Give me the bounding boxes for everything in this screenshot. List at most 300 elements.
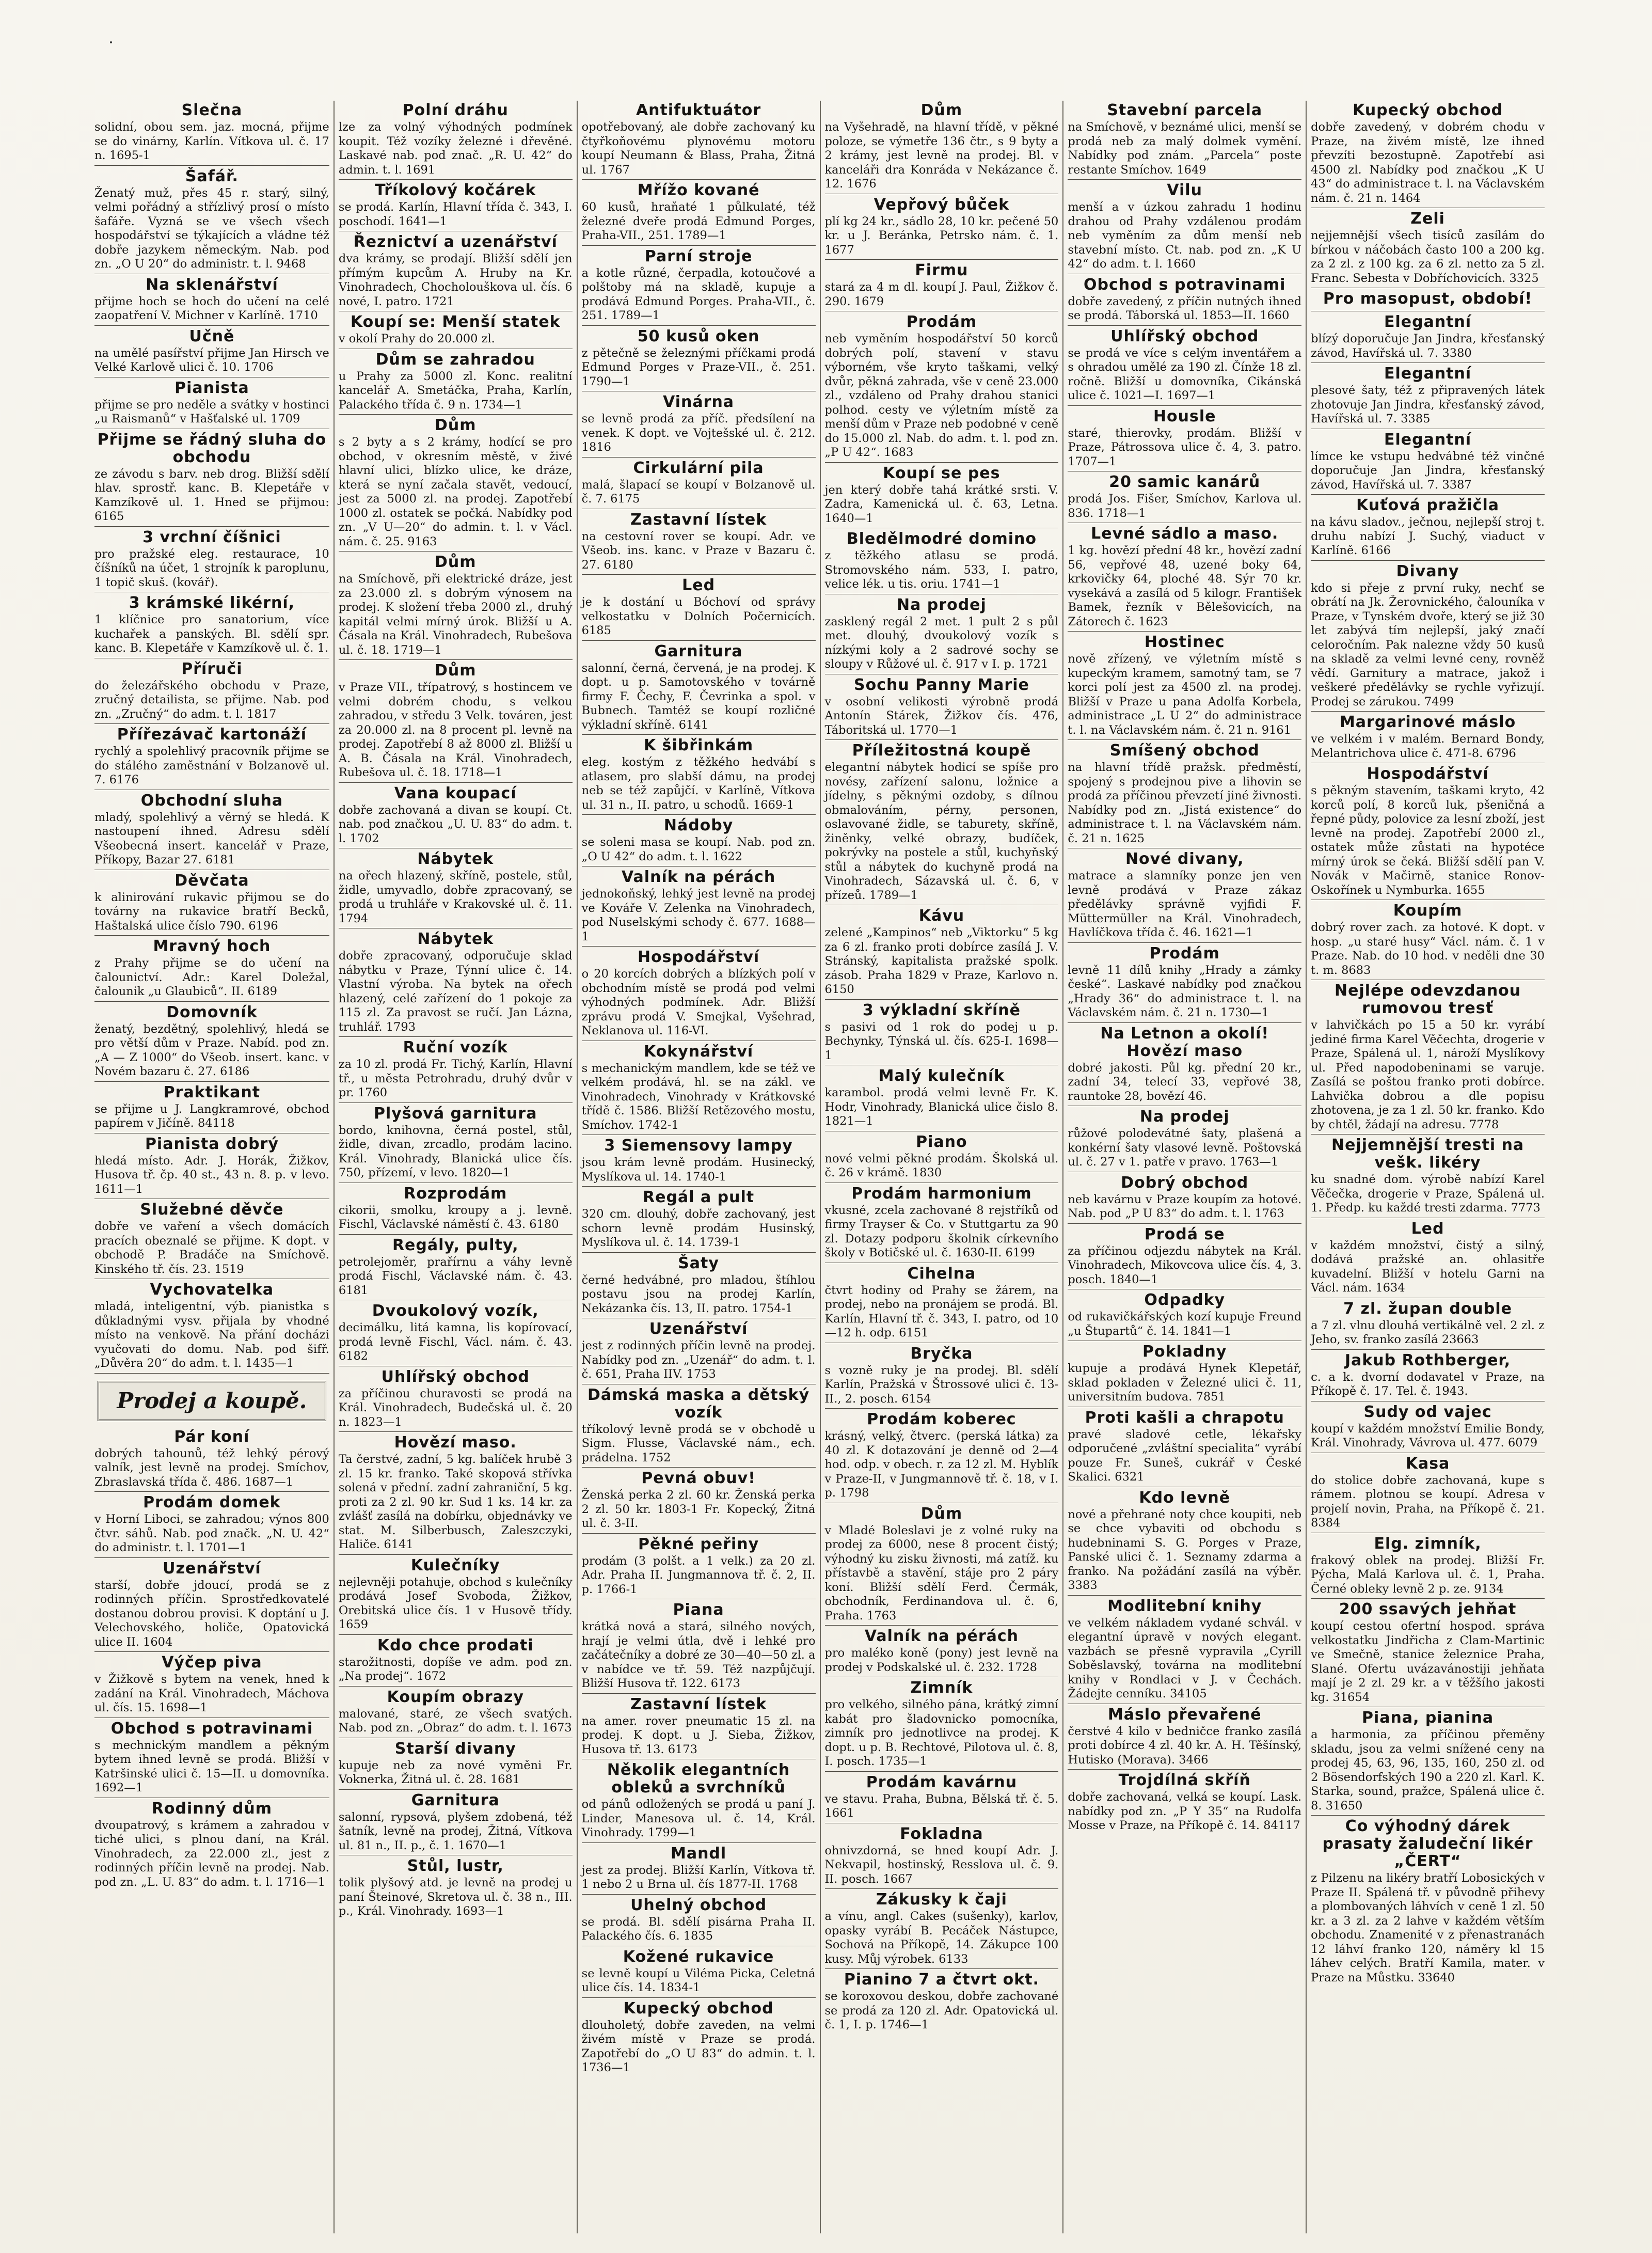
classified-ad: [94, 660, 329, 724]
ad-body: dobře ve vaření a všech domácích pracích obeznalé se přijme. K dopt. v obchodě P. Bradáče na Smíchově. Kinského tř. čís. 23. 1519: [94, 1220, 329, 1276]
ad-headline: Co výhodný dárek prasaty žaludeční likér „ČERT“: [1322, 1817, 1533, 1870]
ad-body: dobrých tahounů, též lehký pérový valník, jest levně na prodej. Smíchov, Zbraslavská třída č. 486. 1687—1: [94, 1446, 329, 1489]
ad-body: malované, staré, ze všech svatých. Nab. pod zn. „Obraz“ do adm. t. l. 1673: [338, 1707, 573, 1735]
ad-body: dlouholetý, dobře zaveden, na velmi živém místě v Praze se prodá. Zapotřebí do „O U 83“ do admin. t. l. 1736—1: [581, 2018, 816, 2074]
ad-headline: Fokladna: [900, 1824, 983, 1843]
classified-ad: [582, 1948, 816, 1998]
ad-body: přijme se pro neděle a svátky v hostinci „u Raismanů“ v Hašťalské ul. 1709: [94, 398, 329, 426]
ad-body: dobrý rover zach. za hotové. K dopt. v hosp. „u staré husy“ Václ. nám. č. 1 v Praze. Nab. do 10 hod. v neděli dne 30 t. m. 8683: [1311, 921, 1545, 977]
ad-body: frakový oblek na prodej. Bližší Fr. Pýcha, Malá Karlova ul. č. 1, Praha. Černé obleky levně 2 p. ze. 9134: [1311, 1553, 1545, 1596]
ad-body: dvoupatrový, s krámem a zahradou v tiché ulici, s plnou daní, na Král. Vinohradech, za 22.000 zl., jest z rodinných příčin levně na prodej. Nab. pod zn. „L. U. 83“ do adm. t. l. 1716—1: [94, 1818, 329, 1889]
classified-ad: [339, 102, 573, 180]
ad-headline: Mravný hoch: [153, 937, 271, 955]
classified-ad: [825, 1411, 1059, 1503]
ad-headline: Mřížo kované: [637, 181, 760, 199]
ad-headline: Obchod s potravinami: [110, 1719, 313, 1738]
ad-headline: Trojdílná skříň: [1118, 1771, 1251, 1789]
classified-ad: [1068, 1772, 1301, 1835]
classified-ad: [1068, 1343, 1301, 1407]
ad-body: ku snadné dom. výrobě nabízí Karel Věčečka, drogerie v Praze, Spálená ul. 1. Předp. ku každé tresti zdarma. 7773: [1311, 1173, 1545, 1215]
ad-headline: Koupím: [1393, 902, 1463, 920]
classified-ad: [339, 1689, 573, 1738]
ad-headline: Piana: [673, 1601, 724, 1619]
classified-ad: [94, 380, 329, 429]
classified-ad: [825, 1825, 1059, 1889]
ad-body: na ořech hlazený, skříně, postele, stůl, židle, umyvadlo, dobře zpracovaný, se prodá u truhláře v Krakovské ul. č. 11. 1794: [338, 869, 573, 925]
ad-headline: Zastavní lístek: [630, 510, 767, 529]
ad-body: lze za volný výhodných podmínek koupit. Též vozíky železné i dřevěné. Laskavé nab. pod znač. „R. U. 42“ do admin. t. l. 1691: [338, 120, 573, 177]
ad-body: menší a v úzkou zahradu 1 hodinu drahou od Prahy vzdálenou prodám neb vyměním za dům menší neb stavební místo. Ct. nab. pod zn. „K U 42“ do adm. t. l. 1660: [1068, 200, 1302, 271]
ad-body: se prodá. Karlín, Hlavní třída č. 343, I. poschodí. 1641—1: [338, 200, 573, 228]
ad-body: pro pražské eleg. restaurace, 10 číšníků na účet, 1 strojník k paroplunu, 1 topič skuš. (kovář).: [94, 547, 329, 589]
ad-body: na amer. rover pneumatic 15 zl. na prodej. K dopt. u J. Sieba, Žižkov, Husova tř. 13. 6173: [581, 1714, 816, 1756]
ad-body: do stolice dobře zachovaná, kupe s rámem. plotnou se koupí. Adresa v projelí novin, Praha, na Příkopě č. 21. 8384: [1311, 1473, 1545, 1530]
ad-headline: Na prodej: [1139, 1108, 1230, 1126]
ad-headline: Uhlířský obchod: [1110, 327, 1259, 345]
ad-body: opotřebovaný, ale dobře zachovaný ku čtyřkoňovému plynovému motoru koupí Neumann & Blass, Praha, Žitná ul. 1767: [581, 120, 816, 177]
ad-headline: Vychovatelka: [150, 1281, 274, 1299]
ad-body: jest za prodej. Bližší Karlín, Vítkova tř. 1 nebo 2 u Brna ul. čís 1877-II. 1768: [581, 1863, 816, 1891]
classified-ad: [1068, 1291, 1301, 1341]
ad-headline: Pro masopust, období!: [1323, 290, 1533, 308]
classified-ad: [825, 596, 1059, 674]
ad-headline: Stůl, lustr,: [407, 1857, 504, 1875]
classified-ad: [582, 1845, 816, 1895]
ad-body: čerstvé 4 kilo v bedničce franko zasílá proti dobírce 4 zl. 40 kr. A. H. Těšínský, Hutisko (Morava). 3466: [1068, 1724, 1302, 1767]
ad-body: cikorii, smolku, kroupy a j. levně. Fischl, Václavské náměstí č. 43. 6180: [338, 1203, 573, 1231]
ad-body: a vínu, angl. Cakes (sušenky), karlov, opasky vyrábí B. Pecáček Nástupce, Sochová na Příkopě, 14. Zákupce 100 kusy. Můj výrobek. 6133: [824, 1910, 1059, 1966]
ad-headline: Margarinové máslo: [1339, 713, 1516, 731]
classified-ad: [339, 554, 573, 660]
ad-body: dobře zachovaná, velká se koupí. Lask. nabídky pod zn. „P Y 35“ na Rudolfa Mosse v Praze, na Příkopě č. 14. 84117: [1068, 1790, 1302, 1832]
ad-body: matrace a slamníky ponze jen ven levně prodává v Praze zákaz předělávky správně vyjfidi F. Müttermüller na Král. Vinohradech, Havlíčkova třída č. 46. 1621—1: [1068, 869, 1302, 939]
classified-ad: [339, 1557, 573, 1635]
ad-headline: Elg. zimník,: [1374, 1534, 1482, 1553]
ad-body: hledá místo. Adr. J. Horák, Žižkov, Husova tř. čp. 40 st., 43 n. 8. p. v levo. 1611—1: [94, 1154, 329, 1196]
classified-ad: [1068, 1706, 1301, 1770]
classified-columns: [90, 101, 1549, 2233]
ad-headline: 3 krámské likérní,: [129, 594, 295, 612]
ad-body: s 2 byty a s 2 krámy, hodící se pro obchod, v okresním městě, v živé hlavní ulici, blízko ulice, ke dráze, která se nyní začala stavět, vedoucí, jest za 5000 zl. na prodej. Zapotřebí 1000 zl. ostatek se počká. Nabídky pod zn. „V U—20“ do admin. t. l. v Václ. nám. č. 25. 9163: [338, 435, 573, 548]
ad-headline: Pianista: [174, 379, 249, 397]
ad-headline: 50 kusů oken: [637, 327, 760, 345]
classified-ad: [94, 1136, 329, 1200]
ad-headline: Dům: [920, 101, 963, 119]
classified-ad: [94, 102, 329, 166]
ad-body: z pětečně se železnými příčkami prodá Edmund Porges v Praze-VII., č. 251. 1790—1: [581, 346, 816, 388]
ad-headline: Dům: [434, 416, 476, 434]
ad-body: na Smíchově, při elektrické dráze, jest za 23.000 zl. s dobrým výnosem na prodej. K složení třeba 2000 zl., druhý kapitál velmi mírný úrok. Bližší u A. Čásala na Král. Vinohradech, Rubešova ul. č. 18. 1719—1: [338, 572, 573, 657]
classified-ad: [582, 1320, 816, 1384]
ad-body: vkusné, zcela zachované 8 rejstříků od firmy Trayser & Co. v Stuttgartu za 90 zl. Dotazy podporu školnik církevního školy v Botičské ul. č. 1630-II. 6199: [824, 1203, 1059, 1259]
classified-ad: [825, 465, 1059, 529]
ad-headline: Obchodní sluha: [140, 791, 283, 810]
ad-headline: Smíšený obchod: [1109, 742, 1260, 760]
ad-body: černé hedvábné, pro mladou, štíhlou postavu jsou na prodej Karlín, Nekázanka čís. 13, II. patro. 1754-1: [581, 1273, 816, 1315]
ad-body: na Smíchově, v beznámé ulici, menší se prodá neb za malý dolmek vymění. Nabídky pod znám. „Parcela“ poste restante Smíchov. 1649: [1068, 120, 1302, 177]
ad-headline: Rozprodám: [404, 1184, 507, 1203]
ad-body: z těžkého atlasu se prodá. Stromovského nám. 533, I. patro, velice lék. u tis. oriu. 1741—1: [824, 549, 1059, 591]
classified-ad: [825, 313, 1059, 463]
ad-body: nové velmi pěkné prodám. Školská ul. č. 26 v krámě. 1830: [824, 1152, 1059, 1179]
ad-headline: Dům: [434, 661, 476, 680]
ad-headline: Koupí se: Menší statek: [350, 313, 561, 331]
classified-ad: [339, 1185, 573, 1235]
ad-body: koupí cestou ofertní hospod. správa velkostatku Jindřicha z Clam-Martinic ve Smečně, stanice železnice Praha, Slané. Ofertu uvázavánostiji jehňata mají je 2 zl. 29 kr. a v těžšího jakosti kg. 31654: [1311, 1619, 1545, 1704]
ad-body: zelené „Kampinos“ neb „Viktorku“ 5 kg za 6 zl. franko proti dobírce zasílá J. V. Stránský, kapitalista pražské spolk. zásob. Praha 1829 v Praze, Karlovo n. 6150: [824, 926, 1059, 996]
classified-ad: [1311, 1535, 1545, 1599]
classified-ad: [1311, 431, 1545, 495]
ad-body: dobře zavedený, z příčin nutných ihned se prodá. Táborská ul. 1853—II. 1660: [1068, 294, 1302, 322]
ad-headline: Prodám kavárnu: [866, 1773, 1018, 1791]
ad-body: do železářského obchodu v Praze, zručný detailista, se přijme. Nab. pod zn. „Zručný“ do adm. t. l. 1817: [94, 679, 329, 721]
ad-headline: 3 vrchní číšnici: [142, 528, 281, 546]
ad-headline: 3 výkladní skříně: [862, 1001, 1021, 1019]
classified-ad: [1311, 313, 1545, 363]
ad-body: malá, šlapací se koupí v Bolzanově ul. č. 7. 6175: [581, 478, 816, 506]
ad-headline: Ruční vozík: [403, 1038, 508, 1057]
classified-ad: [339, 313, 573, 349]
ad-headline: Polní dráhu: [402, 101, 509, 119]
section-heading-box: Prodej a koupě.: [98, 1381, 326, 1421]
classified-ad: [339, 1434, 573, 1555]
ad-headline: Elegantní: [1384, 365, 1472, 383]
classified-ad: [94, 168, 329, 274]
ad-headline: Nejlépe odevzdanou rumovou tresť: [1335, 982, 1521, 1017]
column-1: [90, 101, 333, 2233]
classified-ad: [1068, 1409, 1301, 1487]
ad-body: karambol. prodá velmi levně Fr. K. Hodr, Vinohrady, Blanická ulice čislo 8. 1821—1: [824, 1086, 1059, 1128]
ad-headline: Na Letnon a okolí! Hovězí maso: [1100, 1024, 1269, 1060]
ad-body: plí kg 24 kr., sádlo 28, 10 kr. pečené 50 kr. u J. Beránka, Petrsko nám. č. 1. 1677: [824, 214, 1059, 257]
ad-headline: Kuťová pražičla: [1356, 496, 1499, 514]
ad-body: v okolí Prahy do 20.000 zl.: [338, 332, 495, 345]
classified-ad: [582, 1255, 816, 1319]
classified-ad: [582, 1601, 816, 1694]
classified-ad: [94, 726, 329, 790]
classified-ad: [582, 102, 816, 180]
classified-ad: [1311, 210, 1545, 288]
ad-body: mladý, spolehlivý a věrný se hledá. K nastoupení ihned. Adresu sdělí Všeobecná insert. kancelář v Praze, Příkopy, Bazar 27. 6181: [94, 810, 329, 866]
ad-headline: Kupecký obchod: [1353, 101, 1503, 119]
ad-body: solidní, obou sem. jaz. mocná, přijme se do vinárny, Karlín. Vítkova ul. č. 17 n. 1695-1: [94, 120, 329, 162]
ad-body: neb kavárnu v Praze koupím za hotové. Nab. pod „P U 83“ do adm. t. l. 1763: [1068, 1192, 1302, 1220]
ad-headline: Rodinný dům: [151, 1799, 273, 1818]
classified-ad: [1068, 182, 1301, 274]
classified-ad: [94, 529, 329, 593]
classified-ad: [582, 737, 816, 815]
ad-headline: Pokladny: [1142, 1343, 1227, 1361]
ad-headline: Zeli: [1410, 210, 1445, 228]
ad-body: o 20 korcích dobrých a blízkých polí v obchodním místě se prodá pod velmi výhodných podmínek. Adr. Bližší zprávu prodá V. Smejkal, Vyšehrad, Neklanova ul. 116-VI.: [581, 967, 816, 1037]
ad-headline: Kokynářství: [643, 1042, 754, 1061]
ad-headline: Dvoukolový vozík,: [372, 1302, 539, 1320]
ad-headline: Led: [1411, 1219, 1444, 1238]
ad-body: pro maléko koně (pony) jest levně na prodej v Podskalské ul. č. 232. 1728: [824, 1646, 1059, 1674]
ad-headline: Divany: [1396, 562, 1459, 580]
classified-ad: [94, 1720, 329, 1798]
classified-ad: [339, 1039, 573, 1103]
classified-ad: [1311, 1601, 1545, 1707]
classified-ad: [94, 1560, 329, 1652]
ad-body: se soleni masa se koupí. Nab. pod zn. „O U 42“ do adm. t. l. 1622: [581, 836, 816, 863]
classified-ad: [582, 393, 816, 458]
classified-ad: [339, 1237, 573, 1301]
ad-headline: Služebné děvče: [140, 1201, 284, 1219]
classified-ad: [1311, 1137, 1545, 1218]
ad-headline: Pěkné peřiny: [638, 1535, 759, 1553]
ad-headline: Řeznictví a uzenářství: [353, 233, 558, 251]
classified-ad: [582, 1696, 816, 1760]
ad-body: jen který dobře tahá krátké srsti. V. Zadra, Kamenická ul. č. 63, Letna. 1640—1: [824, 483, 1059, 525]
ad-body: staré, thierovky, prodám. Bližší v Praze, Pátrossova ulice č. 4, 3. patro. 1707—1: [1068, 426, 1302, 468]
classified-ad: [94, 872, 329, 936]
ad-body: 60 kusů, hraňaté 1 půlkulaté, též železné dveře prodá Edmund Porges, Praha-VII., 251. 1789—1: [581, 200, 816, 242]
classified-ad: [1311, 982, 1545, 1135]
ad-body: v osobní velikosti výrobně prodá Antonín Stárek, Žižkov čís. 476, Táboritská ul. 1770—1: [824, 695, 1059, 737]
ad-headline: Koupí se pes: [883, 464, 1000, 482]
ad-body: decimálku, litá kamna, lis kopírovací, prodá levně Fischl, Václ. nám. č. 43. 6182: [338, 1321, 573, 1363]
classified-ad: [825, 1891, 1059, 1969]
classified-ad: [339, 182, 573, 231]
classified-ad: [582, 1897, 816, 1946]
ad-headline: Piana, pianina: [1361, 1709, 1494, 1727]
ad-headline: Pevná obuv!: [641, 1469, 756, 1487]
ad-headline: Koupím obrazy: [387, 1688, 524, 1706]
ad-body: krásný, velký, čtverc. (perská látka) za 40 zl. K dotazování je denně od 2—4 hod. odp. v obech. r. za 12 zl. M. Hyblík v Praze-II, v Jungmannově tř. č. 18, v I. p. 1798: [824, 1429, 1059, 1500]
ad-body: s mechanickým mandlem, kde se též ve velkém prodává, hl. se na zákl. ve Vinohradech, Vinohrady v Krátkovské třídě č. 1586. Bližší Retězového mostu, Smíchov. 1742-1: [581, 1061, 816, 1132]
ad-body: ve stavu. Praha, Bubna, Bělská tř. č. 5. 1661: [824, 1792, 1059, 1820]
classified-ad: [339, 662, 573, 783]
ad-headline: Elegantní: [1384, 430, 1472, 449]
classified-ad: [582, 1137, 816, 1187]
ad-body: mladá, inteligentní, výb. pianistka s důkladnými vysv. přijala by vhodné místo na venkově. Na přání docházi vyučovati do domu. Nab. pod šifř. „Důvěra 20“ do adm. t. l. 1435—1: [94, 1300, 329, 1370]
print-speck: [110, 41, 112, 43]
ad-body: bordo, knihovna, černá postel, stůl, židle, divan, zrcadlo, prodám lacino. Král. Vinohrady, Blanická ulice čís. 750, přízemí, v levo. 1820—1: [338, 1123, 573, 1179]
classified-ad: [582, 817, 816, 866]
ad-body: stará za 4 m dl. koupí J. Paul, Žižkov č. 290. 1679: [824, 280, 1059, 308]
classified-ad: [339, 850, 573, 928]
ad-body: krátká nová a stará, silného nových, hrají je velmi útla, dvě i lehké pro začátečníky a dobré ze 30—40—50 zl. a v nabídce ve tř. 59. Též nazpůjčují. Bližší Husova tř. 122. 6173: [581, 1620, 816, 1690]
ad-headline: Odpadky: [1144, 1291, 1226, 1309]
ad-body: starožitnosti, dopíše ve adm. pod zn. „Na prodej“. 1672: [338, 1655, 573, 1683]
ad-body: a 7 zl. vlnu dlouhá vertikálně vel. 2 zl. z Jeho, sv. franko zasílá 23663: [1311, 1318, 1545, 1346]
ad-headline: Uzenářství: [163, 1559, 261, 1578]
ad-headline: Na prodej: [897, 595, 987, 614]
ad-headline: Příležitostná koupě: [852, 742, 1031, 760]
ad-body: salonní, rypsová, plyšem zdobená, též šatník, levně na prodej, Žitná, Vítkova ul. 81 n., II. p., č. 1. 1670—1: [338, 1810, 573, 1852]
classified-ad: [94, 1800, 329, 1892]
classified-ad: [825, 102, 1059, 194]
ad-body: jest z rodinných příčin levně na prodej. Nabídky pod zn. „Uzenář“ do adm. t. l. č. 651, Praha IIV. 1753: [581, 1339, 816, 1381]
ad-headline: Sochu Panny Marie: [854, 675, 1029, 694]
ad-headline: 20 samic kanárů: [1109, 473, 1261, 491]
ad-headline: Zimník: [910, 1679, 973, 1697]
ad-body: se prodá. Bl. sdělí pisárna Praha II. Palackého čís. 6. 1835: [581, 1915, 816, 1943]
classified-ad: [339, 351, 573, 415]
ad-headline: Hovězí maso.: [394, 1433, 517, 1452]
ad-headline: Výčep piva: [162, 1653, 262, 1672]
ad-headline: Děvčata: [174, 871, 249, 890]
ad-body: se levně prodá za příč. předsílení na venek. K dopt. ve Vojtešské ul. č. 212. 1816: [581, 412, 816, 454]
classified-ad: [1311, 290, 1545, 311]
ad-headline: Nejjemnější tresti na vešk. likéry: [1331, 1136, 1524, 1172]
ad-body: v Žižkově s bytem na venek, hned k zadání na Král. Vinohradech, Máchova ul. čís. 15. 1698—1: [94, 1673, 329, 1714]
ad-headline: Plyšová garnitura: [374, 1104, 537, 1123]
classified-ad: [825, 1505, 1059, 1626]
ad-headline: Dobrý obchod: [1121, 1173, 1249, 1192]
ad-headline: Proti kašli a chrapotu: [1085, 1408, 1284, 1427]
classified-ad: [825, 530, 1059, 594]
classified-ad: [825, 742, 1059, 905]
ad-headline: Několik elegantních obleků a svrchníků: [607, 1761, 790, 1797]
ad-body: dva krámy, se prodají. Bližší sdělí jen přímým kupcům A. Hruby na Kr. Vinohradech, Chocholouškova ul. čís. 6 nové, I. patro. 1721: [338, 252, 573, 308]
classified-ad: [339, 785, 573, 849]
ad-body: plesové šaty, též z připravených látek zhotovuje Jan Jindra, křesťanský závod, Havířská ul. 7. 3385: [1311, 384, 1545, 426]
classified-ad: [825, 1265, 1059, 1343]
ad-headline: Cihelna: [907, 1264, 976, 1283]
ad-body: čtvrt hodiny od Prahy se žárem, na prodej, nebo na pronájem se prodá. Bl. Karlín, Hlavní tř. č. 343, I. patro, od 10—12 h. odp. 6151: [824, 1283, 1059, 1340]
column-4: [820, 101, 1063, 2233]
classified-ad: [582, 2000, 816, 2077]
ad-headline: Prodám domek: [143, 1493, 281, 1511]
ad-body: rychlý a spolehlivý pracovník přijme se do stálého zaměstnání v Bolzanově ul. 7. 6176: [94, 745, 329, 786]
classified-ad: [825, 1971, 1059, 2035]
ad-headline: Antifuktuátor: [636, 101, 761, 119]
ad-body: se přijme u J. Langkramrové, obchod papírem v Jičíně. 84118: [94, 1102, 329, 1130]
classified-ad: [582, 182, 816, 246]
classified-ad: [825, 676, 1059, 741]
classified-ad: [94, 1201, 329, 1279]
classified-ad: [94, 1494, 329, 1558]
ad-body: nejjemnější všech tisíců zasílám do bírkou v náčobách často 100 a 200 kg. za 2 zl. z 100 kg. za 6 zl. netto za 5 zl. Franc. Sebesta v Dobříchovicích. 3325: [1311, 229, 1545, 285]
ad-headline: 200 ssavých jehňat: [1339, 1600, 1517, 1618]
ad-body: neb vyměním hospodářství 50 korců dobrých polí, stavení v stavu výborném, vše kryto taškami, velký dvůr, pěkná zahrada, vše v ceně 23.000 zl., vzdáleno od Prahy drahou stanici polhod. cesty ve výletním místě za menší dům v Praze neb podobné v ceně do 15.000 zl. Nab. do adm. t. l. pod zn. „P U 42“. 1683: [824, 332, 1059, 459]
ad-body: ve velkém i v malém. Bernard Bondy, Melantrichova ulice č. 471-8. 6796: [1311, 732, 1545, 760]
classified-ad: [339, 1637, 573, 1687]
ad-headline: Příruči: [181, 659, 243, 678]
classified-ad: [94, 1084, 329, 1133]
classified-ad: [825, 1002, 1059, 1066]
ad-body: salonní, černá, červená, je na prodej. K dopt. u p. Samotovského v továrně firmy F. Čechy, F. Čevrinka a spol. v Bubnech. Tamtéž se koupí rozličné výkladní skříně. 6141: [581, 661, 816, 732]
ad-headline: Prodám koberec: [867, 1410, 1016, 1428]
classified-ad: [339, 1857, 573, 1921]
ad-headline: Vepřový bůček: [873, 195, 1010, 214]
ad-body: blízý doporučuje Jan Jindra, křesťanský závod, Havířská ul. 7. 3380: [1311, 332, 1545, 360]
ad-body: pro velkého, silného pána, krátký zimní kabát pro šladovnicko pomocníka, zimník pro jednotlivce na prodej. K dopt. u p. B. Rechtové, Pilotova ul. č. 8, I. posch. 1735—1: [824, 1698, 1059, 1768]
ad-headline: Nábytek: [417, 850, 494, 868]
ad-headline: Pianino 7 a čtvrt okt.: [844, 1971, 1039, 1989]
ad-body: v každém množství, čistý a silný, dodává pražské an. ohlasitře kuvadelní. Bližší v hotelu Garni na Václ. nám. 1634: [1311, 1238, 1545, 1295]
classified-ad: [1311, 1818, 1545, 1987]
column-5: [1062, 101, 1306, 2233]
ad-headline: Uzenářství: [649, 1320, 748, 1338]
ad-body: dobře zpracovaný, odporučuje sklad nábytku v Praze, Týnní ulice č. 14. Vlastní výroba. Na bytek na ořech hlazený, celé zařízení do 1 pokoje za 115 zl. Za pravost se ručí. Jan Lázna, truhlář. 1793: [338, 949, 573, 1034]
ad-headline: Přijme se řádný sluha do obchodu: [97, 430, 327, 466]
ad-body: s pasivi od 1 rok do podej u p. Bechynky, Týnská ul. čís. 625-I. 1698—1: [824, 1020, 1059, 1062]
classified-ad: [94, 276, 329, 326]
ad-headline: Parní stroje: [644, 247, 753, 265]
ad-body: se prodá ve více s celým inventářem a s ohradou umělé za 190 zl. Čínže 18 zl. ročně. Bližší u domovníka, Cikánská ulice č. 1021—I. 1697—1: [1068, 346, 1302, 402]
ad-headline: Bledělmodré domino: [846, 530, 1037, 548]
classified-ad: [339, 1302, 573, 1366]
ad-headline: Vana koupací: [394, 784, 517, 802]
ad-body: ženatý, bezdětný, spolehlivý, hledá se pro větší dům v Praze. Nabíd. pod zn. „A — Z 1000“ do Všeob. insert. kanc. v Novém bazaru č. 27. 6186: [94, 1022, 329, 1078]
classified-ad: [825, 1067, 1059, 1131]
ad-headline: Kožené rukavice: [623, 1947, 774, 1966]
ad-headline: Nádoby: [663, 816, 734, 834]
column-6: [1306, 101, 1549, 2233]
classified-ad: [1068, 1025, 1301, 1107]
ad-body: od pánů odložených se prodá u paní J. Linder, Manesova ul. č. 14, Král. Vinohrady. 1799—1: [581, 1798, 816, 1839]
ad-body: Ta čerstvé, zadní, 5 kg. balíček hrubě 3 zl. 15 kr. franko. Také skopová střívka solená v přední. zadní zahraniční, 5 kg. proti za 2 zl. 90 kr. Sud 1 ks. 14 kr. za zvlášť zasílá na dobírku, objednávky ve stat. M. Silberbusch, Zaleszczyki, Haliče. 6141: [338, 1453, 573, 1551]
classified-ad: [339, 233, 573, 311]
ad-headline: Regály, pulty,: [392, 1236, 519, 1254]
classified-ad: [339, 417, 573, 552]
ad-headline: Kdo chce prodati: [377, 1636, 534, 1655]
classified-ad: [94, 938, 329, 1002]
ad-body: dobře zachovaná a divan se koupí. Ct. nab. pod značkou „U. U. 83“ do adm. t. l. 1702: [338, 803, 573, 845]
ad-body: prodám (3 polšt. a 1 velk.) za 20 zl. Adr. Praha II. Jungmannova tř. č. 2, II. p. 1766-1: [581, 1554, 816, 1596]
ad-body: za příčinou odjezdu nábytek na Král. Vinohradech, Mikovcova ulice čís. 4, 3. posch. 1840—1: [1068, 1244, 1302, 1286]
ad-body: za 10 zl. prodá Fr. Tichý, Karlín, Hlavní tř., u města Petrohradu, druhý dvůr v pr. 1760: [338, 1058, 573, 1099]
ad-headline: Valník na pérách: [621, 868, 776, 886]
ad-body: 320 cm. dlouhý, dobře zachovaný, jest schorn levně prodám Husinský, Myslíkova ul. č. 14. 1739-1: [581, 1207, 816, 1249]
ad-body: na hlavní třídě pražsk. předměstí, spojený s prodejnou pive a lihovin se prodá za příčinou převzetí jiné živnosti. Nabídky pod zn. „Jistá existence“ do administrace t. l. na Václavském nám. č. 21 n. 1625: [1068, 761, 1302, 845]
ad-headline: Obchod s potravinami: [1084, 275, 1286, 294]
classified-ad: [582, 1189, 816, 1253]
ad-body: prodá Jos. Fišer, Smíchov, Karlova ul. 836. 1718—1: [1068, 492, 1302, 520]
ad-body: s pěkným stavením, taškami kryto, 42 korců polí, 8 korců luk, pšeničná a řepné půdy, polovice za lesní zboží, jest levně na prodej. Zapotřebí 2000 zl., ostatek může zůstati na hypotéce mírný úrok se čeká. Bližší sdělí pan V. Novák v Mačirně, stanice Ronov-Oskořínek u Nymburka. 1655: [1311, 784, 1545, 897]
ad-body: se levně koupí u Viléma Picka, Celetná ulice čís. 14. 1834-1: [581, 1966, 816, 1994]
classified-ad: [825, 1133, 1059, 1183]
classified-ad: [94, 431, 329, 527]
ad-body: Ženatý muž, přes 45 r. starý, silný, velmi pořádný a střízlivý prosí o místo šafáře. Vyzná se ve všech všech hospodářství se týkajících a vládne též dobře jazykem německým. Nab. pod zn. „O U 20“ do administr. t. l. 9468: [94, 186, 329, 271]
ad-headline: Slečna: [181, 101, 243, 119]
ad-body: koupí v každém množství Emilie Bondy, Král. Vinohrady, Vávrova ul. 477. 6079: [1311, 1422, 1545, 1450]
ad-headline: Prodá se: [1144, 1225, 1225, 1243]
ad-headline: Stavební parcela: [1107, 101, 1263, 119]
ad-body: nejlevněji potahuje, obchod s kulečníky prodává Josef Svoboda, Žižkov, Orebitská ulice čís. 1 v Husově třídy. 1659: [338, 1575, 573, 1631]
ad-body: eleg. kostým z těžkého hedvábí s atlasem, pro slabší dámu, na prodej neb se též zapůjčí. v Karlíně, Vítkova ul. 31 n., II. patro, u schodů. 1669-1: [581, 755, 816, 812]
classified-ad: [339, 1105, 573, 1183]
ad-body: je k dostání u Bóchoví od správy velkostatku v Dolních Počernicích. 6185: [581, 595, 816, 637]
classified-ad: [1068, 1226, 1301, 1290]
classified-ad: [1068, 474, 1301, 523]
ad-body: kupuje a prodává Hynek Klepetář, sklad pokladen v Železné ulici č. 11, universitním budova. 7851: [1068, 1362, 1302, 1404]
ad-body: nové a přehrané noty chce koupiti, neb se chce vybaviti od obchodu s hudebninami S. G. Porges v Praze, Panské ulici č. 1. Seznamy zdarma a franko. Na požádání zasílá na výběr. 3383: [1068, 1507, 1302, 1592]
classified-ad: [825, 1774, 1059, 1823]
ad-body: levně 11 dílů knihy „Hrady a zámky české“. Laskavé nabídky pod značkou „Hrady 36“ do administrace t. l. na Václavském nám. č. 21 n. 1730—1: [1068, 963, 1302, 1019]
ad-body: ve velkém nákladem vydané schvál. v elegantní úpravě v nových elegant. vazbách se přesně vypravila „Cyrill Soběslavský, továrna na modlitební knihy v Rondlaci v J. v Čechách. Žádejte cenníku. 34105: [1068, 1616, 1302, 1700]
ad-headline: Malý kulečník: [878, 1067, 1005, 1085]
ad-headline: Šafář.: [185, 167, 239, 185]
classified-ad: [825, 1345, 1059, 1409]
classified-ad: [825, 907, 1059, 1000]
ad-headline: Valník na pérách: [864, 1627, 1019, 1645]
ad-body: zasklený regál 2 met. 1 pult 2 s půl met. dlouhý, dvoukolový vozík s nízkými koly a 2 sadrové sochy se sloupy v Růžové ul. č. 917 v I. p. 1721: [824, 615, 1059, 671]
classified-ad: [582, 1387, 816, 1468]
ad-body: v Mladé Boleslavi je z volné ruky na prodej za 6000, nese 8 procent čistý; výhodný ku zisku živnosti, má zatíž. ku přístavbě a stavění, stáje pro 2 páry koní. Bližší sdělí Ferd. Čermák, obchodník, Ferdinandova ul. č. 6, Praha. 1763: [824, 1523, 1059, 1622]
ad-headline: Máslo převařené: [1107, 1705, 1262, 1724]
ad-headline: Modlitební knihy: [1107, 1597, 1262, 1615]
ad-headline: Pár koní: [174, 1427, 250, 1446]
ad-body: v Praze VII., třípatrový, s hostincem ve velmi dobrém chodu, s velkou zahradou, v středu 3 Velk. továren, jest za 20.000 zl. na 8 procent pl. levně na prodej. Zapotřebí 8 až 8000 zl. Bližší u A. B. Čásala na Král. Vinohradech, Rubešova ul. č. 18. 1718—1: [338, 681, 573, 779]
classified-ad: [1068, 634, 1301, 740]
ad-headline: Firmu: [915, 261, 968, 279]
ad-headline: Dům: [920, 1504, 963, 1523]
ad-headline: Učně: [189, 327, 235, 345]
